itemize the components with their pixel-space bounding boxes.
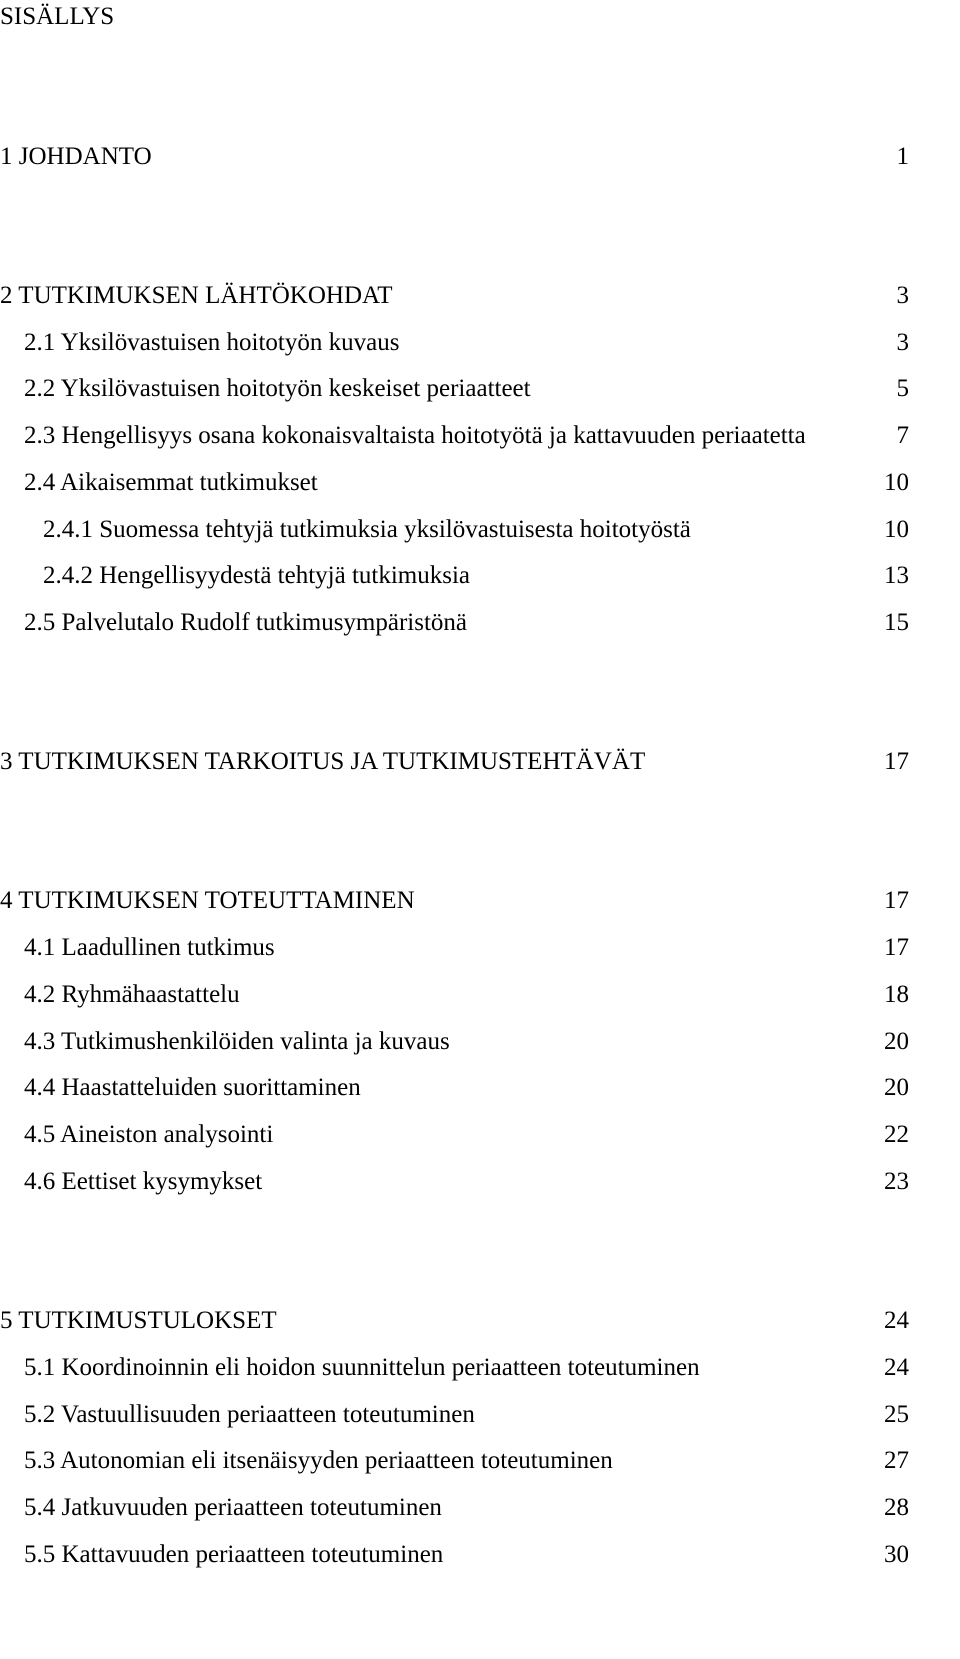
toc-entry[interactable]	[0, 1029, 960, 1059]
toc-entry-label: 2.4 Aikaisemmat tutkimukset	[24, 469, 318, 496]
toc-entry-page: 18	[884, 981, 909, 1008]
toc-entry[interactable]	[0, 610, 960, 640]
toc-entry[interactable]	[0, 563, 960, 593]
toc-entry-label: 5.4 Jatkuvuuden periaatteen toteutuminen	[24, 1494, 442, 1521]
toc-entry[interactable]	[0, 1448, 960, 1478]
toc-entry-label: 2.3 Hengellisyys osana kokonaisvaltaista hoitotyötä ja kattavuuden periaatetta	[24, 422, 806, 449]
toc-entry[interactable]	[0, 376, 960, 406]
toc-entry-page: 20	[884, 1074, 909, 1101]
toc-entry-page: 1	[896, 143, 909, 170]
toc-entry-label: 4.1 Laadullinen tutkimus	[24, 934, 275, 961]
toc-entry-page: 27	[884, 1447, 909, 1474]
toc-entry-page: 13	[884, 562, 909, 589]
toc-entry-label: 2.1 Yksilövastuisen hoitotyön kuvaus	[24, 329, 400, 356]
toc-entry[interactable]	[0, 888, 960, 918]
toc-entry-page: 24	[884, 1354, 909, 1381]
toc-entry-page: 5	[896, 375, 909, 402]
toc-entry[interactable]	[0, 1308, 960, 1338]
toc-entry[interactable]	[0, 144, 960, 174]
toc-entry-label: 3 TUTKIMUKSEN TARKOITUS JA TUTKIMUSTEHTÄVÄT	[0, 748, 646, 775]
toc-entry-label: 4.6 Eettiset kysymykset	[24, 1168, 263, 1195]
toc-entry[interactable]	[0, 517, 960, 547]
toc-entry-page: 24	[884, 1307, 909, 1334]
toc-entry-page: 10	[884, 469, 909, 496]
toc-entry-label: 4.2 Ryhmähaastattelu	[24, 981, 240, 1008]
toc-entry-page: 3	[896, 282, 909, 309]
toc-entry[interactable]	[0, 1495, 960, 1525]
toc-entry-label: 4.4 Haastatteluiden suorittaminen	[24, 1074, 361, 1101]
toc-entry-label: 5.2 Vastuullisuuden periaatteen toteutuminen	[24, 1401, 475, 1428]
toc-entry-page: 15	[884, 609, 909, 636]
toc-entry-label: 2.2 Yksilövastuisen hoitotyön keskeiset periaatteet	[24, 375, 531, 402]
toc-entry-label: 4.5 Aineiston analysointi	[24, 1121, 274, 1148]
toc-entry-page: 17	[884, 748, 909, 775]
toc-entry-label: 4.3 Tutkimushenkilöiden valinta ja kuvaus	[24, 1028, 450, 1055]
toc-entry[interactable]	[0, 470, 960, 500]
toc-entry-page: 28	[884, 1494, 909, 1521]
toc-entry-label: 2 TUTKIMUKSEN LÄHTÖKOHDAT	[0, 282, 393, 309]
toc-entry-label: 5 TUTKIMUSTULOKSET	[0, 1307, 277, 1334]
toc-entry[interactable]	[0, 935, 960, 965]
toc-entry[interactable]	[0, 982, 960, 1012]
toc-entry[interactable]	[0, 1402, 960, 1432]
toc-entry-page: 7	[896, 422, 909, 449]
toc-entry[interactable]	[0, 1169, 960, 1199]
toc-entry-label: 5.1 Koordinoinnin eli hoidon suunnittelun periaatteen toteutuminen	[24, 1354, 700, 1381]
toc-entry-page: 22	[884, 1121, 909, 1148]
toc-entry-label: 4 TUTKIMUKSEN TOTEUTTAMINEN	[0, 887, 415, 914]
toc-entry[interactable]	[0, 1355, 960, 1385]
toc-entry-page: 30	[884, 1541, 909, 1568]
toc-entry-page: 25	[884, 1401, 909, 1428]
toc-entry-label: 2.4.1 Suomessa tehtyjä tutkimuksia yksilövastuisesta hoitotyöstä	[43, 516, 691, 543]
toc-entry-label: 5.3 Autonomian eli itsenäisyyden periaatteen toteutuminen	[24, 1447, 613, 1474]
toc-entry-page: 17	[884, 887, 909, 914]
toc-entry-page: 10	[884, 516, 909, 543]
toc-entry-page: 17	[884, 934, 909, 961]
toc-entry-label: 2.4.2 Hengellisyydestä tehtyjä tutkimuksia	[43, 562, 471, 589]
toc-heading: SISÄLLYS	[0, 3, 115, 30]
toc-entry[interactable]	[0, 330, 960, 360]
toc-entry[interactable]	[0, 423, 960, 453]
toc-entry[interactable]	[0, 283, 960, 313]
toc-entry-page: 20	[884, 1028, 909, 1055]
toc-entry-page: 3	[896, 329, 909, 356]
toc-entry-label: 1 JOHDANTO	[0, 143, 152, 170]
toc-entry[interactable]	[0, 1075, 960, 1105]
toc-entry[interactable]	[0, 1122, 960, 1152]
toc-entry[interactable]	[0, 749, 960, 779]
toc-entry-label: 2.5 Palvelutalo Rudolf tutkimusympäristönä	[24, 609, 468, 636]
toc-entry-label: 5.5 Kattavuuden periaatteen toteutuminen	[24, 1541, 444, 1568]
toc-entry-page: 23	[884, 1168, 909, 1195]
toc-entry[interactable]	[0, 1542, 960, 1572]
